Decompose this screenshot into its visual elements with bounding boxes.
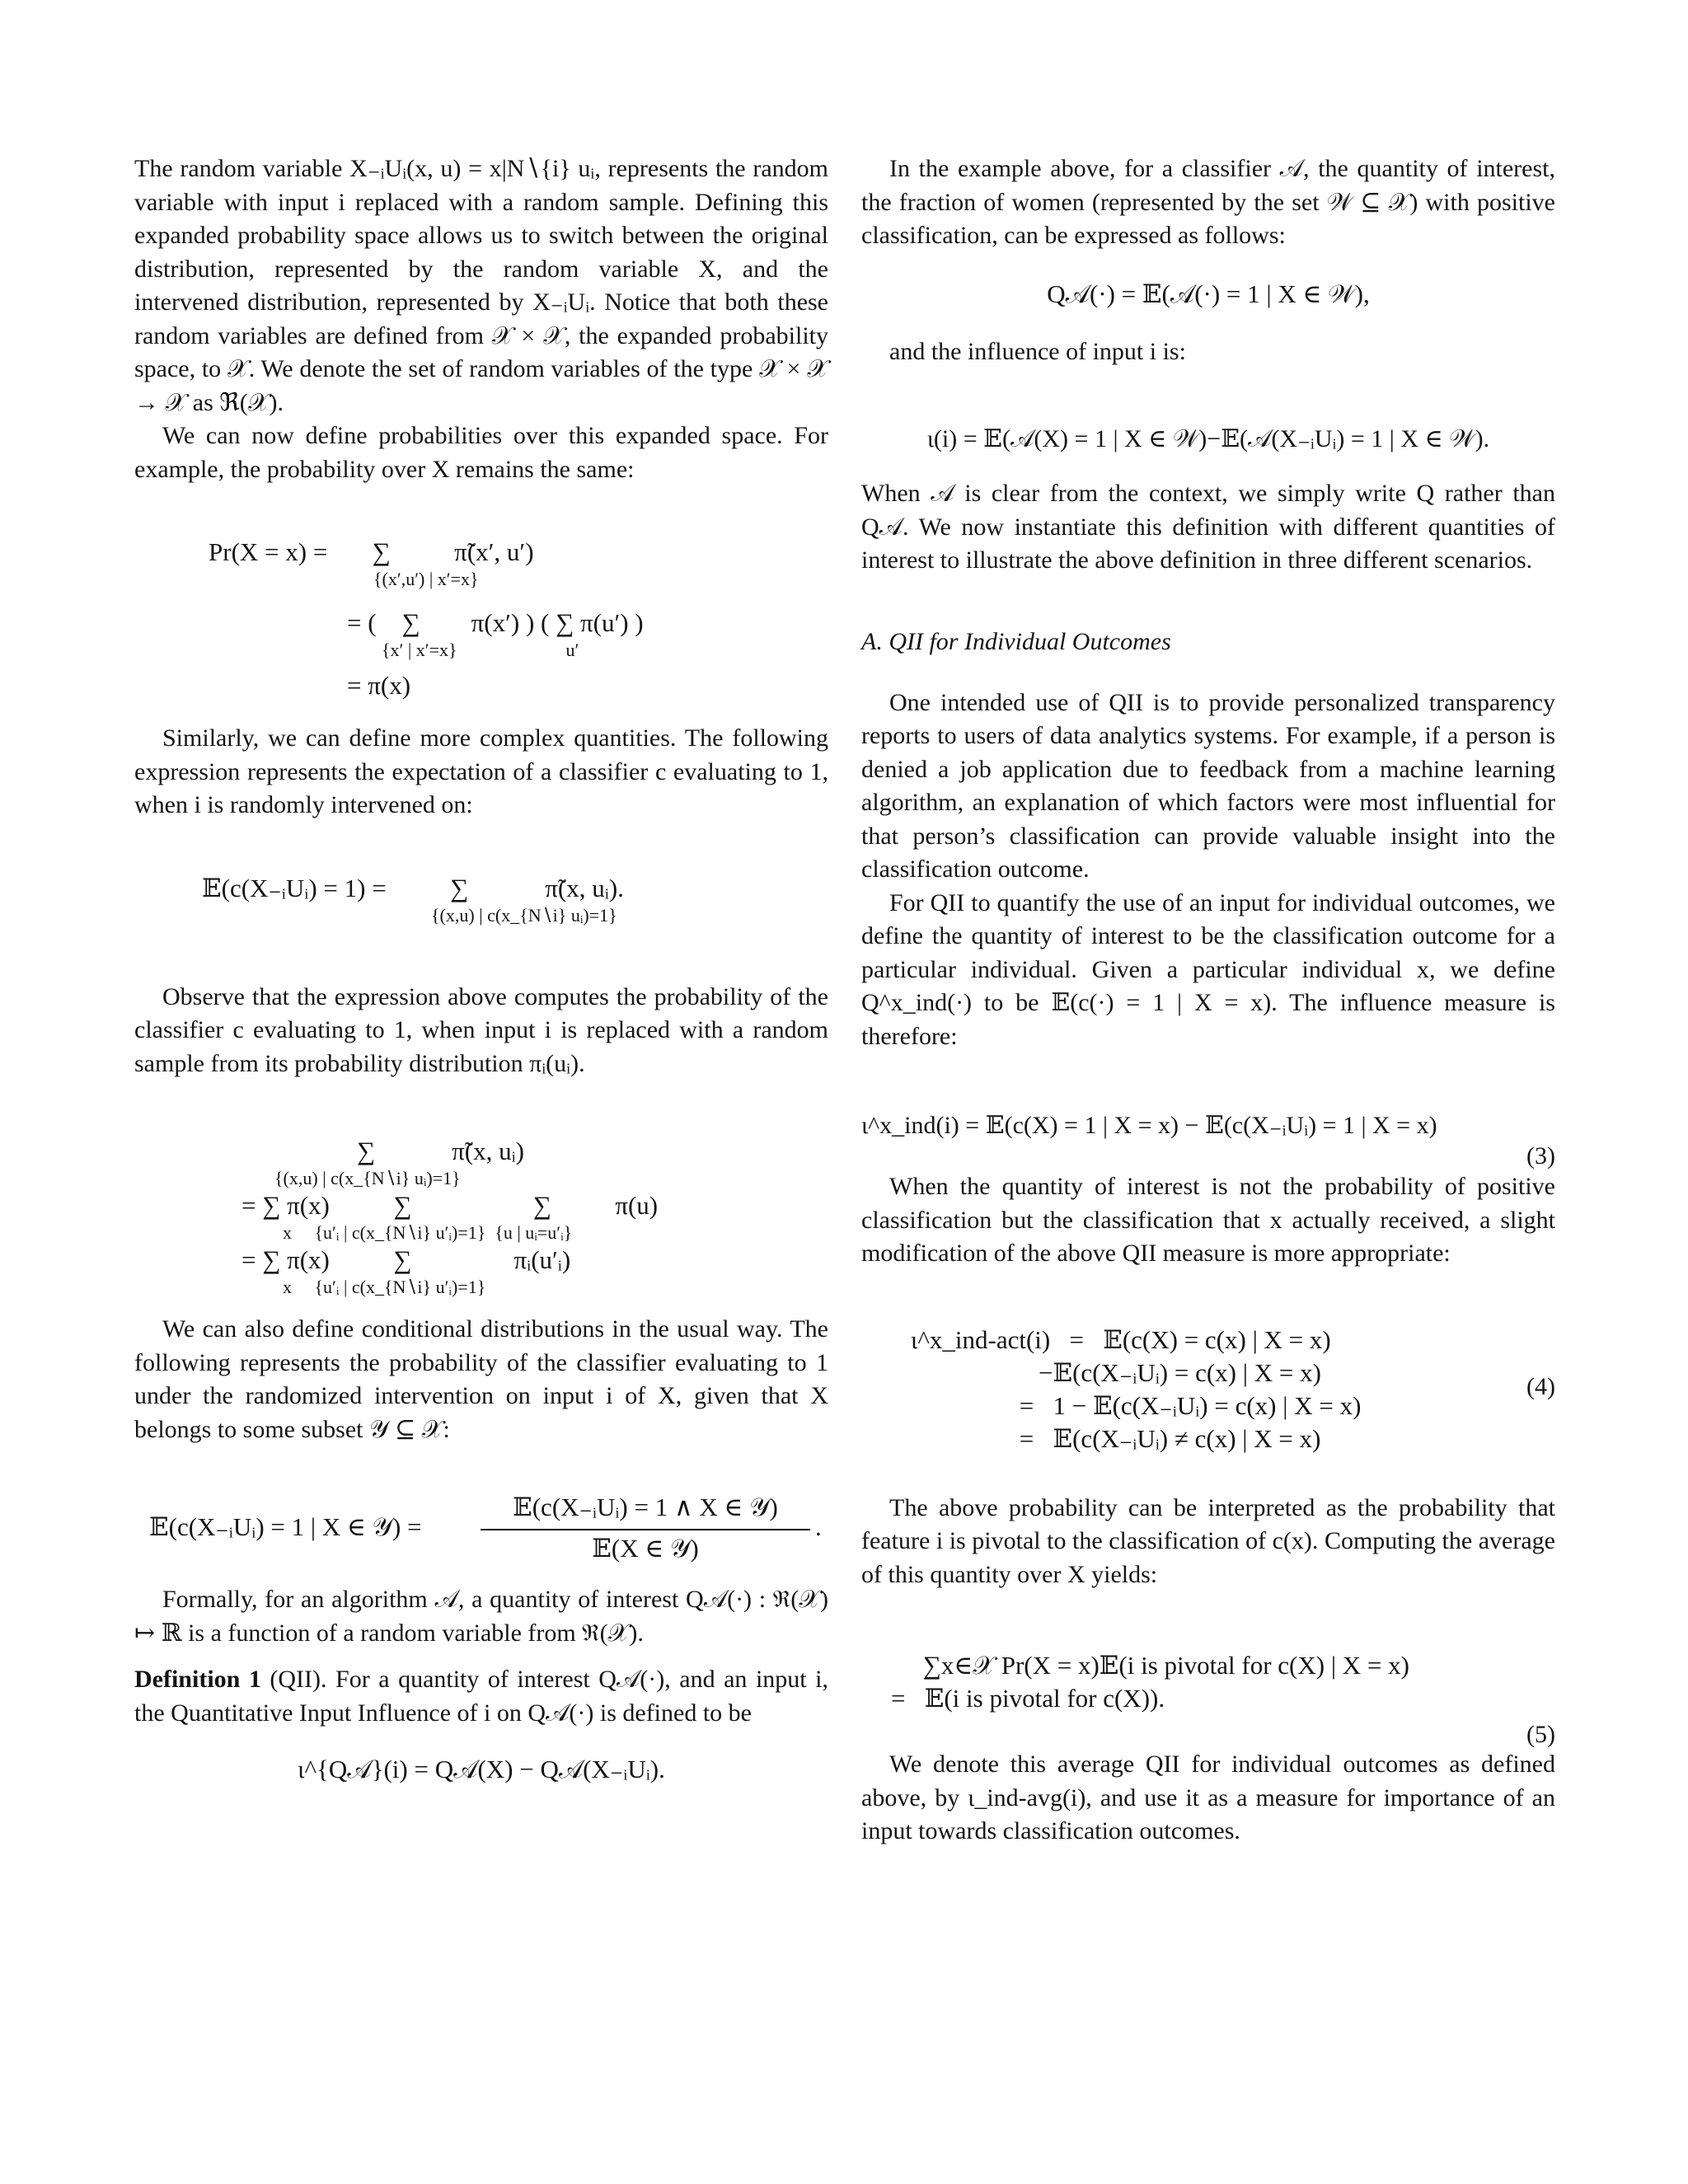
equation-expectation: 𝔼(c(X₋ᵢUᵢ) = 1) = ∑ π̃(x, uᵢ). (202, 873, 624, 902)
equation-fraction-bar (481, 1529, 810, 1530)
equation-conditional-denominator: 𝔼(X ∈ 𝒴) (592, 1534, 699, 1563)
paragraph-individual-outcomes: For QII to quantify the use of an input for individual outcomes, we define the quantity of interest to be the classification outcome for a particular individual. Given a particular individual x, we define Q^x_ind(·) to be 𝔼(c(·) = 1 | X = x). The influence measure is therefore: (861, 888, 1555, 1050)
equation-4 (861, 1324, 1555, 1455)
equation-4-line-2: −𝔼(c(X₋ᵢUᵢ) = c(x) | X = x) (911, 1357, 1321, 1387)
equation-pr-line-2: = ( ∑ π(x′) ) ( ∑ π(u′) ) (347, 608, 644, 637)
equation-5-number: (5) (1526, 1721, 1555, 1748)
section-title: A. QII for Individual Outcomes (861, 627, 1171, 655)
equation-pr-line-1-subscript: {(x′,u′) | x′=x} (373, 569, 479, 589)
equation-quantity-of-interest: Q𝒜(·) = 𝔼(𝒜(·) = 1 | X ∈ 𝒲), (1047, 279, 1370, 308)
left-column (134, 152, 828, 1786)
equation-pr-line-1: Pr(X = x) = ∑ π̃(x′, u′) (209, 537, 534, 566)
paragraph-actual-classification: When the quantity of interest is not the probability of positive classification but the classification that x actually received, a slight modification of the above QII measure is more appropriate: (861, 1173, 1555, 1267)
equation-3: ι^x_ind(i) = 𝔼(c(X) = 1 | X = x) − 𝔼(c(X₋ᵢUᵢ) = 1 | X = x) (861, 1112, 1437, 1139)
equation-sum-line-1-subscript: {(x,u) | c(x_{N∖i} uᵢ)=1} (274, 1168, 461, 1188)
paragraph-average-qii: We denote this average QII for individual outcomes as defined above, by ι_ind-avg(i), and use it as a measure for importance of an input towards classification outcomes. (861, 1750, 1555, 1844)
paragraph-random-variable: The random variable X₋ᵢUᵢ(x, u) = x|N∖{i} uᵢ, represents the random variable with input i replaced with a random sample. Defining this expanded probability space allows us to switch between the original distribution, represented by the random variable X, and the intervened distribution, represented by X₋ᵢUᵢ. Notice that both these random variables are defined from 𝒳 × 𝒳, the expanded probability space, to 𝒳. We denote the set of random variables of the type 𝒳 × 𝒳 → 𝒳 as ℜ(𝒳). (134, 155, 828, 416)
equation-sum-line-3: = ∑ π(x) ∑ πᵢ(u′ᵢ) (241, 1245, 571, 1274)
paragraph-observe: Observe that the expression above computes the probability of the classifier c evaluating to 1, when input i is replaced with a random sample from its probability distribution πᵢ(uᵢ). (134, 982, 828, 1077)
equation-pr-line-3: = π(x) (347, 671, 411, 700)
equation-5-line-2: = 𝔼(i is pivotal for c(X)). (891, 1684, 1165, 1713)
equation-4-line-4: = 𝔼(c(X₋ᵢUᵢ) ≠ c(x) | X = x) (911, 1423, 1321, 1453)
equation-3-number: (3) (1526, 1142, 1555, 1169)
paragraph-intended-use: One intended use of QII is to provide personalized transparency reports to users of data analytics systems. For example, if a person is denied a job application due to feedback from a machine learning algorithm, an explanation of which factors were most influential for that person’s classification can provide valuable insight into the classification outcome. (861, 688, 1555, 883)
equation-conditional-numerator: 𝔼(c(X₋ᵢUᵢ) = 1 ∧ X ∈ 𝒴) (513, 1493, 778, 1521)
equation-4-number: (4) (1526, 1372, 1555, 1400)
paragraph-influence: and the influence of input i is: (889, 337, 1186, 365)
paragraph-example: In the example above, for a classifier 𝒜, the quantity of interest, the fraction of women (represented by the set 𝒲 ⊆ 𝒳) with positive classification, can be expressed as follows: (861, 155, 1555, 249)
equation-sum-line-2: = ∑ π(x) ∑ ∑ π(u) (241, 1191, 659, 1220)
paragraph-when-clear: When 𝒜 is clear from the context, we simply write Q rather than Q𝒜. We now instantiate this definition with different quantities of interest to illustrate the above definition in three different scenarios. (861, 480, 1555, 574)
equation-5-line-1: ∑x∈𝒳 Pr(X = x)𝔼(i is pivotal for c(X) | X = x) (891, 1651, 1409, 1680)
definition-1 (134, 1663, 828, 1730)
equation-influence: ι(i) = 𝔼(𝒜(X) = 1 | X ∈ 𝒲)−𝔼(𝒜(X₋ᵢUᵢ) = 1 | X ∈ 𝒲). (926, 425, 1490, 452)
equation-qii-definition: ι^{Q𝒜}(i) = Q𝒜(X) − Q𝒜(X₋ᵢUᵢ). (298, 1755, 665, 1783)
equation-expectation-subscript: {(x,u) | c(x_{N∖i} uᵢ)=1} (431, 904, 617, 926)
equation-4-line-1: ι^x_ind-act(i) = 𝔼(c(X) = c(x) | X = x) (911, 1324, 1331, 1354)
right-column (861, 152, 1555, 1849)
equation-sum-line-3-subscript: x {u′ᵢ | c(x_{N∖i} u′ᵢ)=1} (283, 1277, 486, 1297)
definition-text: (QII). For a quantity of interest Q𝒜(·), and an input i, the Quantitative Input Influence of i on Q𝒜(·) is defined to be (134, 1666, 828, 1727)
paragraph-formally: Formally, for an algorithm 𝒜, a quantity of interest Q𝒜(·) : ℜ(𝒳) ↦ ℝ is a function of a random variable from ℜ(𝒳). (134, 1586, 828, 1647)
paragraph-expanded-space: We can now define probabilities over this expanded space. For example, the probability over X remains the same: (134, 422, 828, 483)
equation-4-line-3: = 1 − 𝔼(c(X₋ᵢUᵢ) = c(x) | X = x) (911, 1390, 1362, 1420)
definition-label: Definition 1 (134, 1666, 261, 1693)
equation-pr-line-2-subscript: {x′ | x′=x} u′ (382, 640, 579, 660)
paragraph-conditional: We can also define conditional distributions in the usual way. The following represents the probability of the classifier evaluating to 1 under the randomized intervention on input i of X, given that X belongs to some subset 𝒴 ⊆ 𝒳: (134, 1315, 828, 1443)
paragraph-pivotal: The above probability can be interpreted as the probability that feature i is pivotal to the classification of c(x). Computing the average of this quantity over X yields: (861, 1493, 1555, 1588)
paragraph-complex-quantities: Similarly, we can define more complex quantities. The following expression represents the expectation of a classifier c evaluating to 1, when i is randomly intervened on: (134, 724, 828, 818)
equation-conditional: 𝔼(c(X₋ᵢUᵢ) = 1 | X ∈ 𝒴) = 𝔼(c(X₋ᵢUᵢ) = 1 ∧ X ∈ 𝒴) 𝔼(X ∈ 𝒴) . (149, 1493, 822, 1563)
equation-conditional-lhs: 𝔼(c(X₋ᵢUᵢ) = 1 | X ∈ 𝒴) = (149, 1512, 422, 1541)
equation-sum-line-2-subscript: x {u′ᵢ | c(x_{N∖i} u′ᵢ)=1} {u | uᵢ=u′ᵢ} (283, 1222, 573, 1243)
equation-sum-line-1: ∑ π̃(x, uᵢ) (357, 1137, 524, 1165)
